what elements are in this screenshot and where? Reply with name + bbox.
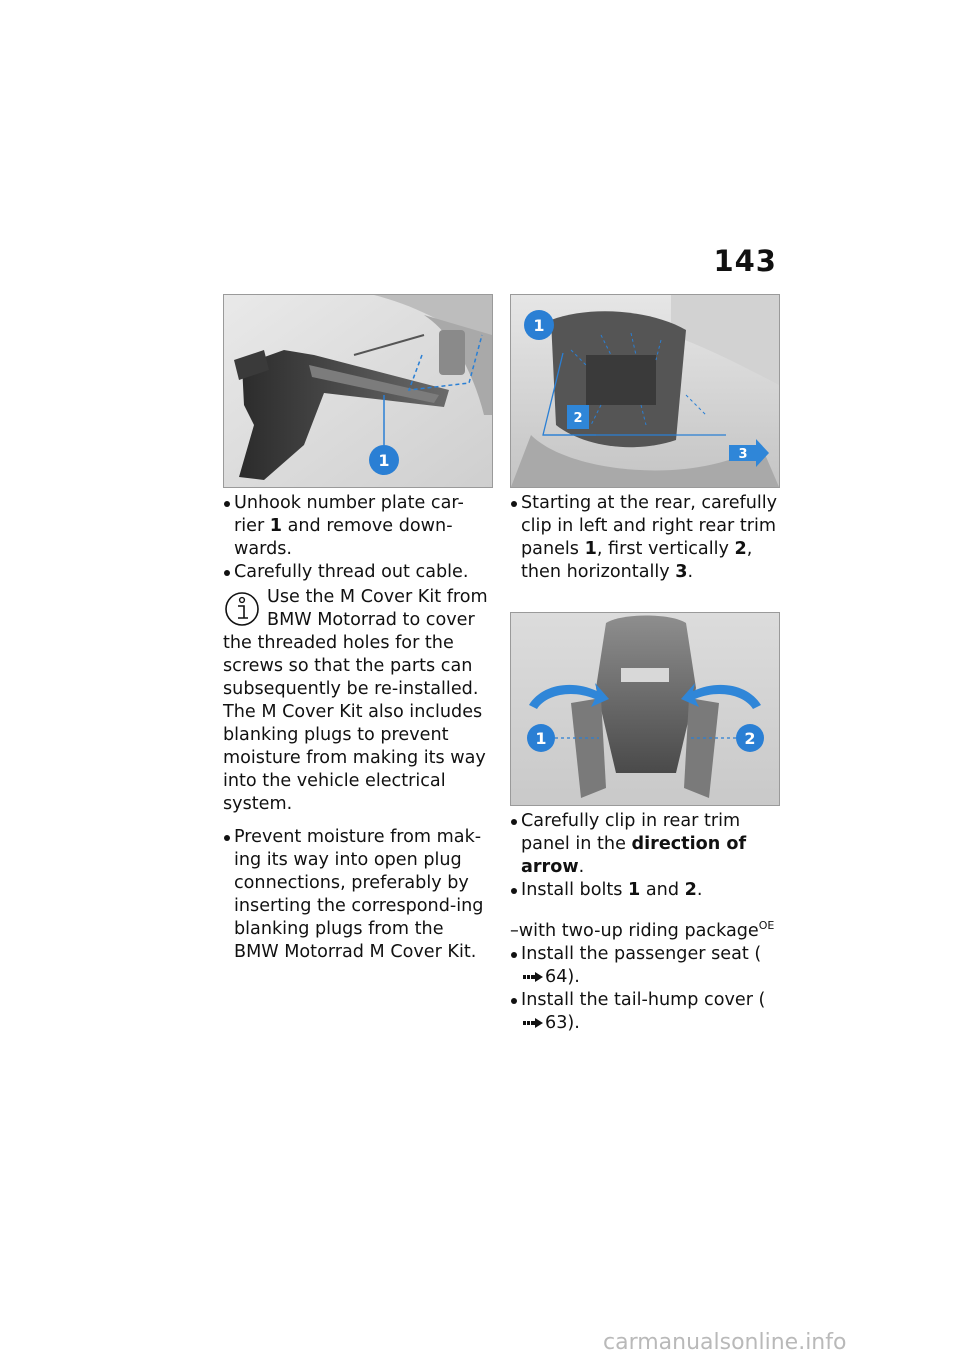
figure-callout-2: 2 [744, 729, 756, 748]
page-ref-arrow-icon [523, 1018, 543, 1028]
step-text: ). [567, 1012, 580, 1033]
figure-callout-1: 1 [533, 316, 545, 335]
note-line-1: Use the M Cover Kit from [267, 587, 488, 607]
oe-superscript: OE [758, 919, 775, 932]
list-item [510, 492, 780, 584]
rear-trim-illustration [511, 295, 779, 487]
step-text: Starting at the rear, carefully clip in left and right rear trim panels [521, 493, 778, 559]
watermark: carmanualsonline.info [603, 1330, 847, 1355]
info-note [223, 586, 493, 816]
step-text: Unhook number plate car- [234, 493, 464, 513]
list-item [510, 989, 780, 1035]
note-line-2: BMW Motorrad to cover [267, 610, 475, 630]
list-item [510, 810, 780, 879]
list-item [510, 879, 780, 902]
rear-panel-illustration [511, 613, 779, 805]
ref-number: 2 [684, 880, 697, 900]
ref-number: 3 [675, 562, 688, 582]
list-item [510, 943, 780, 989]
step-text: . [578, 857, 585, 877]
step-text: ). [567, 966, 580, 987]
left-steps-2 [223, 826, 493, 964]
figure-callout-1: 1 [378, 451, 390, 470]
page-number: 143 [713, 244, 777, 278]
ref-number: 1 [584, 539, 597, 559]
number-plate-carrier-illustration [224, 295, 492, 487]
page-ref[interactable]: 64 [545, 966, 568, 987]
step-text: , then horizontally [521, 539, 753, 582]
page-ref[interactable]: 63 [545, 1012, 568, 1033]
ref-number: 1 [628, 880, 641, 900]
condition-text: –with two-up riding package [510, 920, 759, 941]
number-plate-carrier-figure [223, 294, 493, 488]
step-text: wards. [234, 539, 293, 559]
right-column [510, 294, 780, 1035]
step-text: Install the tail-hump cover ( [521, 989, 766, 1010]
step-text: rier [234, 516, 270, 536]
step-text: . [687, 562, 694, 582]
emphasis: direction of arrow [521, 834, 747, 877]
ref-number: 1 [269, 516, 283, 536]
rear-trim-figure [510, 294, 780, 488]
figure-callout-3: 3 [738, 447, 748, 462]
figure-callout-2: 2 [573, 411, 583, 426]
right-steps [510, 492, 780, 584]
step-text: Carefully thread out cable. [234, 562, 469, 582]
step-text: Carefully clip in rear trim panel in the [521, 811, 741, 854]
step-text: . [696, 880, 703, 900]
list-item [223, 561, 493, 584]
info-icon [223, 590, 261, 628]
step-text: Install the passenger seat ( [521, 943, 762, 964]
right-steps-2 [510, 810, 780, 902]
step-text: Install bolts [521, 880, 629, 900]
ref-number: 2 [734, 539, 747, 559]
step-text: and remove down- [282, 516, 453, 536]
step-text: and [640, 880, 685, 900]
list-item: Prevent moisture from mak-ing its way into open plug connections, preferably by inserting the correspond-ing blanking plugs from the BMW Motorrad M Cover Kit. [223, 826, 493, 964]
left-steps [223, 492, 493, 584]
figure-callout-1: 1 [535, 729, 547, 748]
page-ref-arrow-icon [523, 972, 543, 982]
left-column [223, 294, 493, 964]
note-body: the threaded holes for the screws so that the parts can subsequently be re-installed. The M Cover Kit also includes blanking plugs to prevent moisture from making its way into the vehicle electrical system. [223, 633, 486, 814]
step-text: , first vertically [596, 539, 735, 559]
list-item [223, 492, 493, 561]
condition-line [510, 914, 780, 943]
right-steps-3 [510, 943, 780, 1035]
rear-panel-figure [510, 612, 780, 806]
